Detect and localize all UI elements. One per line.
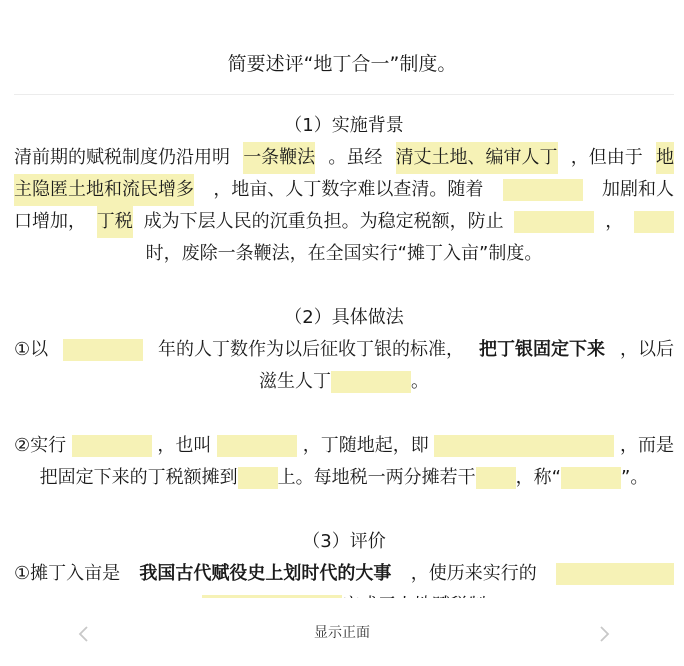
cloze-blank[interactable] — [217, 435, 297, 457]
paragraph-line: 时，废除一条鞭法，在全国实行“摊丁入亩”制度。 — [145, 243, 543, 264]
paragraph-line: ①摊丁入亩是 我国古代赋役史上划时代的大事 ，使历来实行的 — [14, 558, 674, 590]
paragraph-line: 滋生人丁 。 — [259, 371, 429, 392]
cloze-blank[interactable] — [556, 563, 674, 585]
section-heading-method: （2）具体做法 — [284, 307, 404, 328]
paragraph-line: ②实行 ，也叫 ，丁随地起，即 ，而是 — [14, 435, 674, 456]
answer-content — [14, 110, 674, 622]
cloze-blank[interactable] — [63, 339, 143, 361]
paragraph-line: 主隐匿土地和流民增多 ，地亩、人丁数字难以查清。随着 加剧和人 — [14, 174, 674, 206]
cloze-blank[interactable] — [476, 467, 516, 489]
bottom-nav — [0, 598, 684, 666]
cloze-blank[interactable] — [434, 435, 614, 457]
cloze-blank[interactable] — [561, 467, 621, 489]
highlight: 一条鞭法 — [243, 142, 315, 174]
highlight: 主隐匿土地和流民增多 — [14, 174, 194, 206]
divider — [14, 94, 674, 95]
highlight: 地 — [656, 142, 674, 174]
section-heading-evaluation: （3）评价 — [302, 531, 386, 552]
cloze-blank[interactable] — [634, 211, 674, 233]
highlight: 清丈土地、编审人丁 — [396, 142, 558, 174]
chevron-right-icon[interactable] — [594, 624, 614, 644]
paragraph-line: 把固定下来的丁税额摊到 上。每地税一两分摊若干 ，称“ ”。 — [39, 467, 649, 488]
cloze-blank[interactable] — [503, 179, 583, 201]
section-heading-background: （1）实施背景 — [284, 115, 404, 136]
cloze-blank[interactable] — [331, 371, 411, 393]
paragraph-line: 口增加， 丁税 成为下层人民的沉重负担。为稳定税额，防止 ， — [14, 206, 674, 238]
show-front-button[interactable]: 显示正面 — [314, 625, 370, 641]
paragraph-line: 清前期的赋税制度仍沿用明 一条鞭法 。虽经 清丈土地、编审人丁 ，但由于 地 — [14, 142, 674, 174]
question-title: 简要述评“地丁合一”制度。 — [227, 53, 457, 75]
highlight: 丁税 — [97, 206, 133, 238]
cloze-blank[interactable] — [238, 467, 278, 489]
paragraph-line: ①以 年的人丁数作为以后征收丁银的标准， 把丁银固定下来 ，以后 — [14, 339, 674, 360]
cloze-blank[interactable] — [514, 211, 594, 233]
cloze-blank[interactable] — [72, 435, 152, 457]
